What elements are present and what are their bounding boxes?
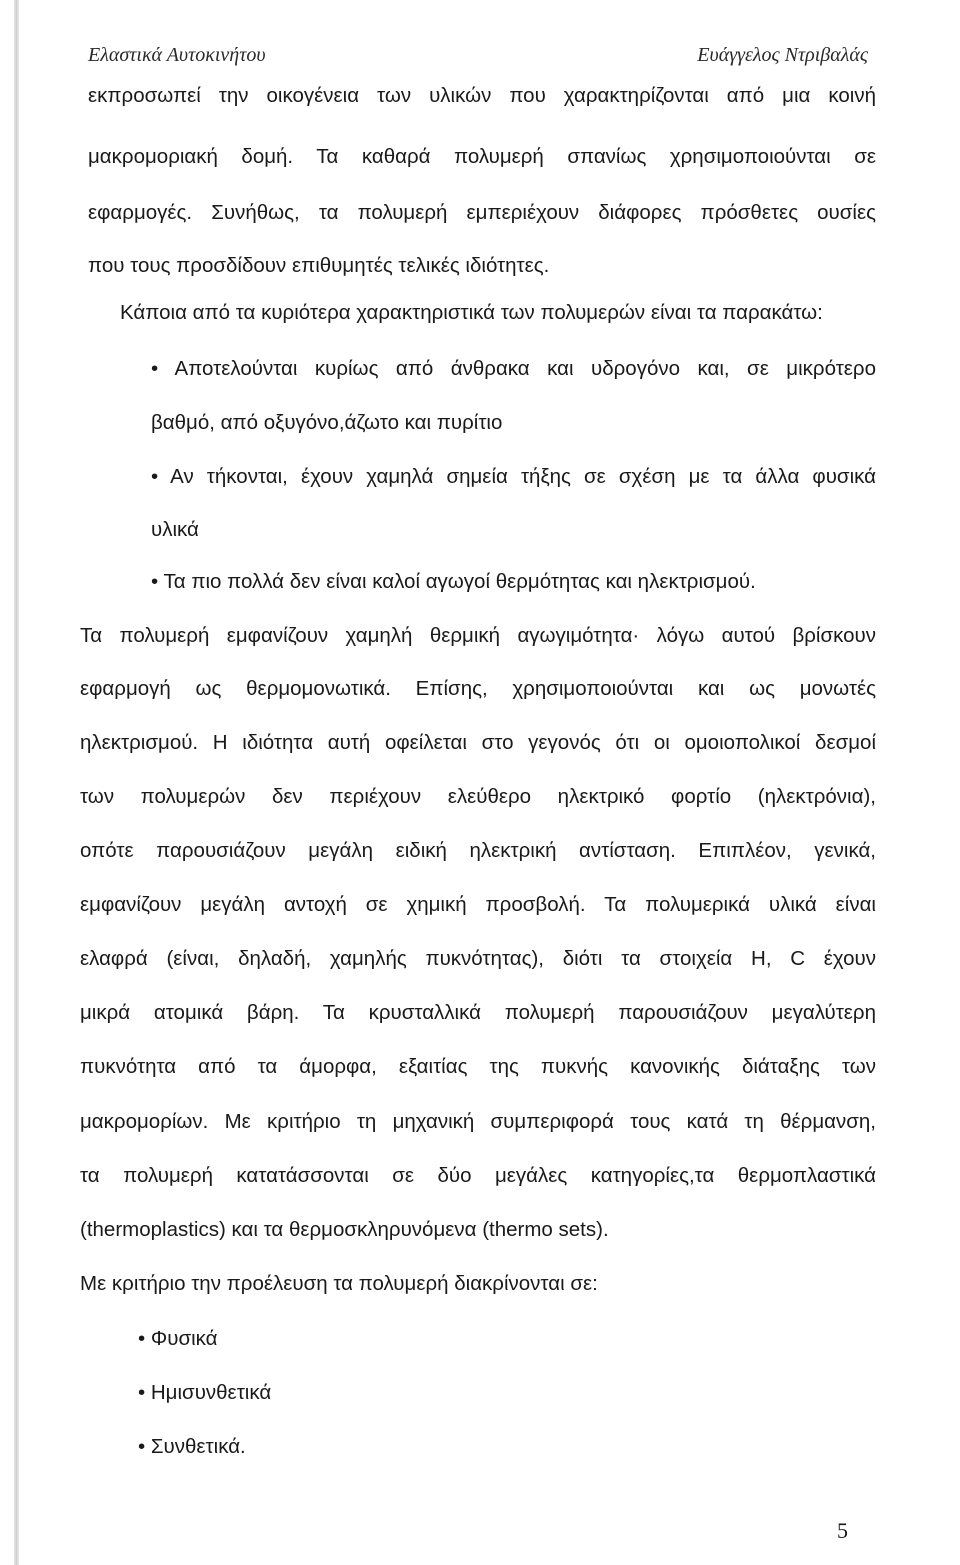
text-line: (thermoplastics) και τα θερμοσκληρυνόμενα (thermo sets). [80, 1218, 609, 1241]
text-line: εφαρμογή ως θερμομονωτικά. Επίσης, χρησιμοποιούνται και ως μονωτές [80, 677, 876, 700]
text-line: Τα πολυμερή εμφανίζουν χαμηλή θερμική αγωγιμότητα· λόγω αυτού βρίσκουν [80, 624, 876, 647]
text-line: των πολυμερών δεν περιέχουν ελεύθερο ηλεκτρικό φορτίο (ηλεκτρόνια), [80, 785, 876, 808]
scan-margin-line [14, 0, 19, 1565]
list-item: • Ημισυνθετικά [138, 1381, 272, 1404]
list-item: • Αποτελούνται κυρίως από άνθρακα και υδρογόνο και, σε μικρότερο [151, 357, 876, 380]
text-line: εμφανίζουν μεγάλη αντοχή σε χημική προσβολή. Τα πολυμερικά υλικά είναι [80, 893, 876, 916]
text-line: μακρομορίων. Με κριτήριο τη μηχανική συμπεριφορά τους κατά τη θέρμανση, [80, 1110, 876, 1133]
text-line: μακρομοριακή δομή. Τα καθαρά πολυμερή σπανίως χρησιμοποιούνται σε [88, 145, 876, 168]
text-line: οπότε παρουσιάζουν μεγάλη ειδική ηλεκτρική αντίσταση. Επιπλέον, γενικά, [80, 839, 876, 862]
text-line: τα πολυμερή κατατάσσονται σε δύο μεγάλες κατηγορίες,τα θερμοπλαστικά [80, 1164, 876, 1187]
list-item-continuation: υλικά [151, 518, 199, 541]
list-item: • Τα πιο πολλά δεν είναι καλοί αγωγοί θερμότητας και ηλεκτρισμού. [151, 570, 756, 593]
text-line: Με κριτήριο την προέλευση τα πολυμερή διακρίνονται σε: [80, 1272, 598, 1295]
header-author: Ευάγγελος Ντριβαλάς [697, 44, 868, 66]
text-line: πυκνότητα από τα άμορφα, εξαιτίας της πυκνής κανονικής διάταξης των [80, 1055, 876, 1078]
list-item: • Συνθετικά. [138, 1435, 246, 1458]
text-line: ηλεκτρισμού. Η ιδιότητα αυτή οφείλεται στο γεγονός ότι οι ομοιοπολικοί δεσμοί [80, 731, 876, 754]
list-item-continuation: βαθμό, από οξυγόνο,άζωτο και πυρίτιο [151, 411, 503, 434]
text-line: ελαφρά (είναι, δηλαδή, χαμηλής πυκνότητας), διότι τα στοιχεία Η, C έχουν [80, 947, 876, 970]
text-line: εφαρμογές. Συνήθως, τα πολυμερή εμπεριέχουν διάφορες πρόσθετες ουσίες [88, 201, 876, 224]
list-item: • Φυσικά [138, 1327, 218, 1350]
text-line: εκπροσωπεί την οικογένεια των υλικών που χαρακτηρίζονται από μια κοινή [88, 84, 876, 107]
text-line: Κάποια από τα κυριότερα χαρακτηριστικά των πολυμερών είναι τα παρακάτω: [120, 301, 823, 324]
header-book-title: Ελαστικά Αυτοκινήτου [88, 44, 266, 66]
page-number: 5 [837, 1518, 848, 1543]
text-line: μικρά ατομικά βάρη. Τα κρυσταλλικά πολυμερή παρουσιάζουν μεγαλύτερη [80, 1001, 876, 1024]
text-line: που τους προσδίδουν επιθυμητές τελικές ιδιότητες. [88, 254, 550, 277]
list-item: • Αν τήκονται, έχουν χαμηλά σημεία τήξης σε σχέση με τα άλλα φυσικά [151, 465, 876, 488]
